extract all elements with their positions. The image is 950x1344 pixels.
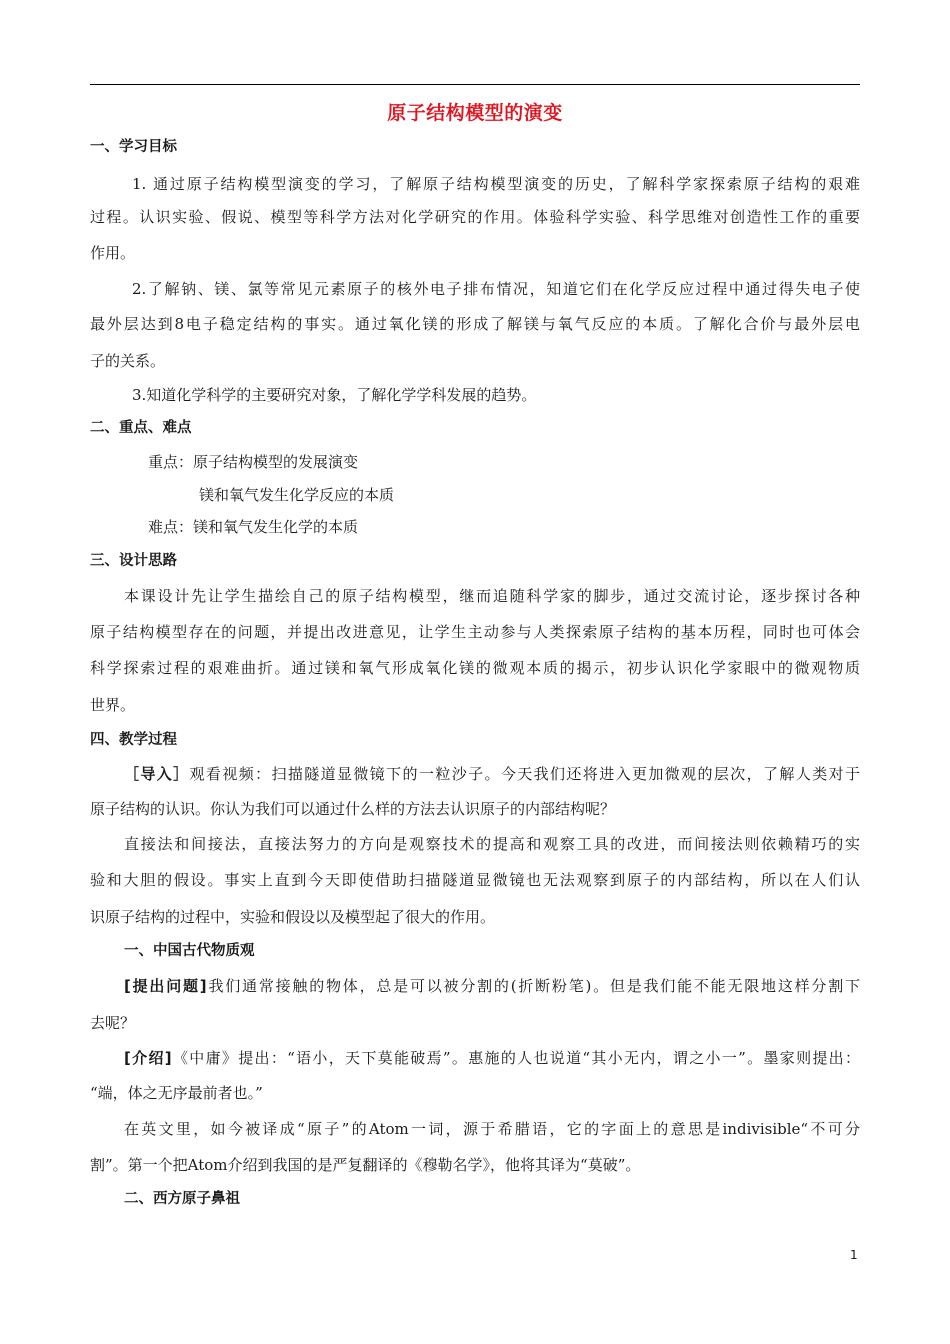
paragraph-line: 科学探索过程的艰难曲折。通过镁和氧气形成氧化镁的微观本质的揭示，初步认识化学家眼中的微观物质 (90, 659, 860, 677)
page-number: 1 (850, 1248, 858, 1262)
paragraph-line: “端，体之无序最前者也。” (90, 1084, 263, 1102)
paragraph-line: 1. 通过原子结构模型演变的学习，了解原子结构模型演变的历史，了解科学家探索原子结构的艰难 (132, 175, 860, 193)
paragraph-line: 识原子结构的过程中，实验和假设以及模型起了很大的作用。 (90, 908, 496, 926)
paragraph-line: 本课设计先让学生描绘自己的原子结构模型，继而追随科学家的脚步，通过交流讨论，逐步探讨各种 (124, 587, 860, 605)
paragraph-line: 原子结构的认识。你认为我们可以通过什么样的方法去认识原子的内部结构呢？ (90, 800, 616, 818)
paragraph-line: 世界。 (90, 696, 136, 714)
section-heading-process: 四、教学过程 (90, 732, 177, 748)
paragraph-line: 作用。 (90, 244, 136, 262)
document-title: 原子结构模型的演变 (387, 102, 563, 124)
subheading-chinese-ancient: 一、中国古代物质观 (124, 943, 255, 959)
paragraph-line: 3.知道化学科学的主要研究对象，了解化学学科发展的趋势。 (132, 386, 537, 404)
section-heading-objectives: 一、学习目标 (90, 139, 177, 155)
key-point-1: 重点：原子结构模型的发展演变 (148, 453, 359, 471)
paragraph-line: 验和大胆的假设。事实上直到今天即使借助扫描隧道显微镜也无法观察到原子的内部结构，所以在人们认 (90, 871, 860, 889)
difficult-point: 难点：镁和氧气发生化学的本质 (148, 518, 359, 536)
introduce-line (124, 1048, 860, 1068)
paragraph-line: 过程。认识实验、假说、模型等科学方法对化学研究的作用。体验科学实验、科学思维对创造性工作的重要 (90, 208, 860, 226)
question-tag: [提出问题] (124, 977, 207, 995)
intro-tag: ［导入］ (124, 765, 190, 783)
section-heading-design: 三、设计思路 (90, 553, 177, 569)
question-line (124, 976, 860, 996)
paragraph-line: 原子结构模型存在的问题，并提出改进意见，让学生主动参与人类探索原子结构的基本历程，同时也可体会 (90, 623, 860, 641)
key-point-2: 镁和氧气发生化学反应的本质 (199, 486, 395, 504)
question-text: 我们通常接触的物体，总是可以被分割的(折断粉笔)。但是我们能不能无限地这样分割下 (206, 977, 860, 995)
paragraph-line: 割”。第一个把Atom介绍到我国的是严复翻译的《穆勒名学》，他将其译为“莫破”。 (90, 1156, 641, 1174)
section-heading-key-points: 二、重点、难点 (90, 420, 192, 436)
subheading-western-atom: 二、西方原子鼻祖 (124, 1191, 240, 1207)
paragraph-line: 最外层达到8电子稳定结构的事实。通过氧化镁的形成了解镁与氧气反应的本质。了解化合价与最外层电 (90, 315, 860, 333)
paragraph-line: 2.了解钠、镁、氯等常见元素原子的核外电子排布情况，知道它们在化学反应过程中通过得失电子使 (132, 280, 860, 298)
intro-text: 观看视频：扫描隧道显微镜下的一粒沙子。今天我们还将进入更加微观的层次，了解人类对于 (189, 765, 860, 783)
paragraph-line: 直接法和间接法，直接法努力的方向是观察技术的提高和观察工具的改进，而间接法则依赖精巧的实 (124, 835, 860, 853)
introduce-text: 《中庸》提出：“语小，天下莫能破焉”。惠施的人也说道“其小无内，谓之小一”。墨家则提出： (171, 1049, 860, 1067)
paragraph-line: 去呢？ (90, 1014, 136, 1032)
paragraph-line: 在英文里，如今被译成“原子”的Atom一词，源于希腊语，它的字面上的意思是indivisible“不可分 (124, 1120, 860, 1138)
introduce-tag: [介绍] (124, 1049, 172, 1067)
header-rule (90, 84, 860, 85)
paragraph-line: 子的关系。 (90, 352, 166, 370)
intro-line (124, 764, 860, 784)
